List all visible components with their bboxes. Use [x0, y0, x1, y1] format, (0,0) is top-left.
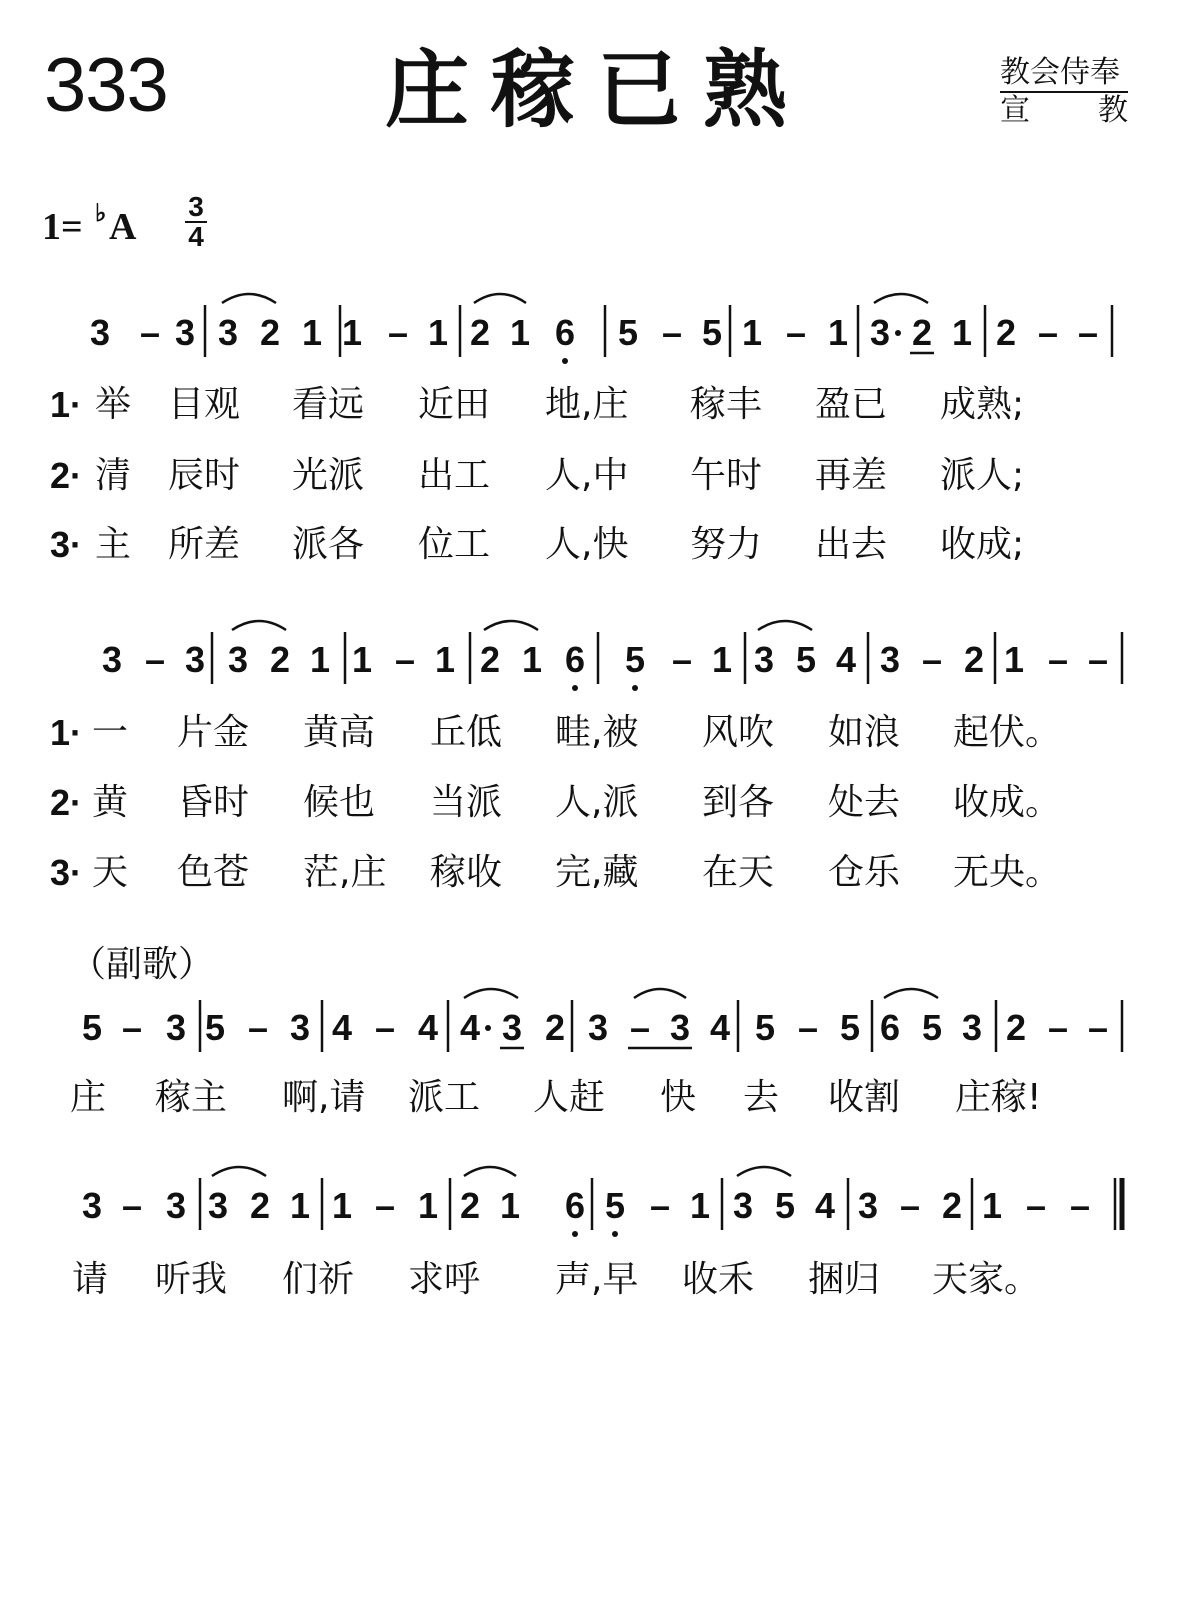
lyric-syllable: 听我	[155, 1259, 228, 1300]
low-octave-dot	[612, 1231, 618, 1237]
note-6: 6	[554, 312, 576, 353]
note-1: 1	[434, 639, 456, 680]
lyric-syllable: 位工	[418, 524, 491, 565]
lyric-syllable: 收成;	[940, 524, 1025, 565]
dash-mark: –	[374, 1185, 396, 1226]
lyric-syllable: 在天	[702, 852, 775, 893]
lyric-syllable: 求呼	[408, 1259, 481, 1300]
lyric-syllable: 所差	[168, 524, 241, 565]
note-1: 1	[417, 1185, 439, 1226]
lyric-syllable: 出去	[815, 524, 888, 565]
lyric-syllable: 清	[95, 455, 132, 496]
note-4: 4	[814, 1185, 836, 1226]
note-3: 3	[669, 1007, 691, 1048]
lyric-syllable: 到各	[702, 782, 775, 823]
lyric-syllable: 地,庄	[545, 384, 629, 425]
dash-mark: –	[661, 312, 683, 353]
lyric-syllable: 人赶	[533, 1077, 606, 1118]
note-3: 3	[961, 1007, 983, 1048]
note-3: 3	[89, 312, 111, 353]
note-3: 3	[869, 312, 891, 353]
lyric-syllable: 午时	[690, 455, 763, 496]
dash-mark: –	[1077, 312, 1099, 353]
lyric-syllable: 片金	[177, 712, 250, 753]
lyric-syllable: 一	[92, 712, 129, 753]
note-1: 1	[1003, 639, 1025, 680]
note-1: 1	[951, 312, 973, 353]
note-1: 1	[521, 639, 543, 680]
dash-mark: –	[139, 312, 161, 353]
verse-number: 2·	[50, 455, 83, 496]
note-3: 3	[501, 1007, 523, 1048]
note-1: 1	[741, 312, 763, 353]
lyric-syllable: 派工	[408, 1077, 481, 1118]
dash-mark: –	[1047, 1007, 1069, 1048]
lyric-syllable: 黄高	[303, 712, 376, 753]
dash-mark: –	[1047, 639, 1069, 680]
dash-mark: –	[629, 1007, 651, 1048]
time-signature-bottom: 4	[188, 221, 204, 252]
note-3: 3	[857, 1185, 879, 1226]
dash-mark: –	[387, 312, 409, 353]
note-6: 6	[564, 639, 586, 680]
note-2: 2	[249, 1185, 271, 1226]
lyric-syllable: 稼收	[430, 852, 503, 893]
note-5: 5	[795, 639, 817, 680]
slur	[484, 621, 538, 630]
note-3: 3	[165, 1185, 187, 1226]
note-4: 4	[709, 1007, 731, 1048]
dash-mark: –	[1037, 312, 1059, 353]
lyric-syllable: 捆归	[808, 1259, 881, 1300]
credit-sub-b: 教	[1098, 93, 1128, 128]
dash-mark: –	[144, 639, 166, 680]
lyric-syllable: 茫,庄	[303, 852, 387, 893]
lyric-syllable: 如浪	[828, 712, 901, 753]
lyric-syllable: 收割	[828, 1077, 901, 1118]
note-6: 6	[879, 1007, 901, 1048]
lyric-syllable: 人,中	[545, 455, 629, 496]
note-3: 3	[101, 639, 123, 680]
lyric-syllable: 完,藏	[555, 852, 639, 893]
verse-number: 3·	[50, 852, 83, 893]
note-4: 4	[835, 639, 857, 680]
lyric-syllable: 稼丰	[690, 384, 763, 425]
lyric-syllable: 努力	[690, 524, 763, 565]
note-3: 3	[184, 639, 206, 680]
lyric-syllable: 天	[92, 852, 129, 893]
note-5: 5	[839, 1007, 861, 1048]
dash-mark: –	[1069, 1185, 1091, 1226]
note-1: 1	[331, 1185, 353, 1226]
note-3: 3	[207, 1185, 229, 1226]
note-2: 2	[941, 1185, 963, 1226]
note-1: 1	[827, 312, 849, 353]
lyric-syllable: 请	[72, 1259, 109, 1300]
dash-mark: –	[1087, 1007, 1109, 1048]
verse-number: 3·	[50, 524, 83, 565]
low-octave-dot	[632, 685, 638, 691]
note-1: 1	[711, 639, 733, 680]
verse-number: 1·	[50, 712, 83, 753]
note-2: 2	[459, 1185, 481, 1226]
lyric-syllable: 起伏。	[953, 712, 1062, 753]
key-prefix: 1=	[42, 206, 83, 248]
note-5: 5	[204, 1007, 226, 1048]
note-5: 5	[81, 1007, 103, 1048]
slur	[464, 989, 518, 998]
note-4: 4	[331, 1007, 353, 1048]
slur	[464, 1167, 516, 1176]
dash-mark: –	[121, 1185, 143, 1226]
lyric-syllable: 派人;	[940, 455, 1025, 496]
verse-number: 1·	[50, 384, 83, 425]
verse-number: 2·	[50, 782, 83, 823]
slur	[758, 621, 812, 630]
lyric-syllable: 声,早	[555, 1259, 639, 1300]
note-3: 3	[174, 312, 196, 353]
note-2: 2	[469, 312, 491, 353]
augmentation-dot	[895, 330, 901, 336]
slur	[884, 989, 938, 998]
slur	[737, 1167, 791, 1176]
lyric-syllable: 畦,被	[555, 712, 639, 753]
note-3: 3	[227, 639, 249, 680]
dash-mark: –	[797, 1007, 819, 1048]
time-signature-top: 3	[185, 193, 207, 223]
note-1: 1	[499, 1185, 521, 1226]
dash-mark: –	[247, 1007, 269, 1048]
dash-mark: –	[899, 1185, 921, 1226]
lyric-syllable: 候也	[303, 782, 376, 823]
note-1: 1	[309, 639, 331, 680]
lyric-syllable: 派各	[292, 524, 365, 565]
note-6: 6	[564, 1185, 586, 1226]
dash-mark: –	[649, 1185, 671, 1226]
credit-category: 教会侍奉	[1000, 55, 1128, 93]
note-1: 1	[341, 312, 363, 353]
note-2: 2	[259, 312, 281, 353]
note-1: 1	[351, 639, 373, 680]
lyric-syllable: 人,快	[545, 524, 629, 565]
lyric-syllable: 稼主	[155, 1077, 228, 1118]
note-4: 4	[459, 1007, 481, 1048]
note-2: 2	[479, 639, 501, 680]
slur	[222, 294, 276, 303]
slur	[232, 621, 286, 630]
dash-mark: –	[121, 1007, 143, 1048]
slur	[212, 1167, 266, 1176]
note-5: 5	[921, 1007, 943, 1048]
low-octave-dot	[572, 1231, 578, 1237]
dash-mark: –	[785, 312, 807, 353]
low-octave-dot	[572, 685, 578, 691]
lyric-syllable: 天家。	[932, 1259, 1041, 1300]
lyric-syllable: 快	[660, 1077, 697, 1118]
chorus-label: （副歌）	[70, 944, 215, 985]
lyric-syllable: 目观	[168, 384, 241, 425]
lyric-syllable: 盈已	[815, 384, 888, 425]
note-3: 3	[289, 1007, 311, 1048]
augmentation-dot	[485, 1025, 491, 1031]
slur	[874, 294, 928, 303]
note-5: 5	[701, 312, 723, 353]
flat-symbol: ♭	[95, 201, 107, 227]
lyric-syllable: 成熟;	[940, 384, 1025, 425]
lyric-syllable: 收成。	[953, 782, 1062, 823]
note-1: 1	[689, 1185, 711, 1226]
key-letter: A	[109, 206, 137, 248]
slur	[474, 294, 526, 303]
lyric-syllable: 辰时	[168, 455, 241, 496]
lyric-syllable: 主	[95, 524, 132, 565]
dash-mark: –	[1087, 639, 1109, 680]
lyric-syllable: 昏时	[177, 782, 250, 823]
lyric-syllable: 啊,请	[282, 1077, 366, 1118]
lyric-syllable: 处去	[828, 782, 901, 823]
lyric-syllable: 们祈	[282, 1259, 355, 1300]
note-3: 3	[165, 1007, 187, 1048]
note-2: 2	[544, 1007, 566, 1048]
note-2: 2	[963, 639, 985, 680]
note-5: 5	[624, 639, 646, 680]
lyric-syllable: 当派	[430, 782, 503, 823]
dash-mark: –	[1025, 1185, 1047, 1226]
lyric-syllable: 庄	[70, 1077, 107, 1118]
note-3: 3	[217, 312, 239, 353]
note-2: 2	[269, 639, 291, 680]
slur	[634, 989, 686, 998]
dash-mark: –	[374, 1007, 396, 1048]
lyric-syllable: 再差	[815, 455, 888, 496]
note-3: 3	[81, 1185, 103, 1226]
note-3: 3	[732, 1185, 754, 1226]
hymn-title: 庄稼已熟	[385, 41, 810, 139]
lyric-syllable: 出工	[418, 455, 491, 496]
lyric-syllable: 仓乐	[828, 852, 901, 893]
hymn-number: 333	[44, 43, 168, 128]
note-5: 5	[604, 1185, 626, 1226]
lyric-syllable: 光派	[292, 455, 365, 496]
lyric-syllable: 庄稼!	[955, 1077, 1042, 1118]
lyric-syllable: 人,派	[555, 782, 639, 823]
lyric-syllable: 看远	[292, 384, 365, 425]
dash-mark: –	[671, 639, 693, 680]
note-3: 3	[753, 639, 775, 680]
note-1: 1	[427, 312, 449, 353]
note-4: 4	[417, 1007, 439, 1048]
note-1: 1	[509, 312, 531, 353]
note-1: 1	[981, 1185, 1003, 1226]
lyric-syllable: 收禾	[682, 1259, 755, 1300]
credit-sub-a: 宣	[1000, 93, 1030, 128]
note-2: 2	[911, 312, 933, 353]
lyric-syllable: 举	[95, 384, 132, 425]
lyric-syllable: 无央。	[953, 852, 1062, 893]
lyric-syllable: 风吹	[702, 712, 775, 753]
note-5: 5	[774, 1185, 796, 1226]
note-1: 1	[301, 312, 323, 353]
lyric-syllable: 色苍	[177, 852, 250, 893]
lyric-syllable: 去	[743, 1077, 780, 1118]
lyric-syllable: 黄	[92, 782, 129, 823]
low-octave-dot	[562, 358, 568, 364]
note-3: 3	[879, 639, 901, 680]
note-2: 2	[995, 312, 1017, 353]
note-5: 5	[754, 1007, 776, 1048]
dash-mark: –	[921, 639, 943, 680]
note-5: 5	[617, 312, 639, 353]
lyric-syllable: 丘低	[430, 712, 503, 753]
lyric-syllable: 近田	[418, 384, 491, 425]
dash-mark: –	[394, 639, 416, 680]
note-2: 2	[1005, 1007, 1027, 1048]
note-3: 3	[587, 1007, 609, 1048]
note-1: 1	[289, 1185, 311, 1226]
